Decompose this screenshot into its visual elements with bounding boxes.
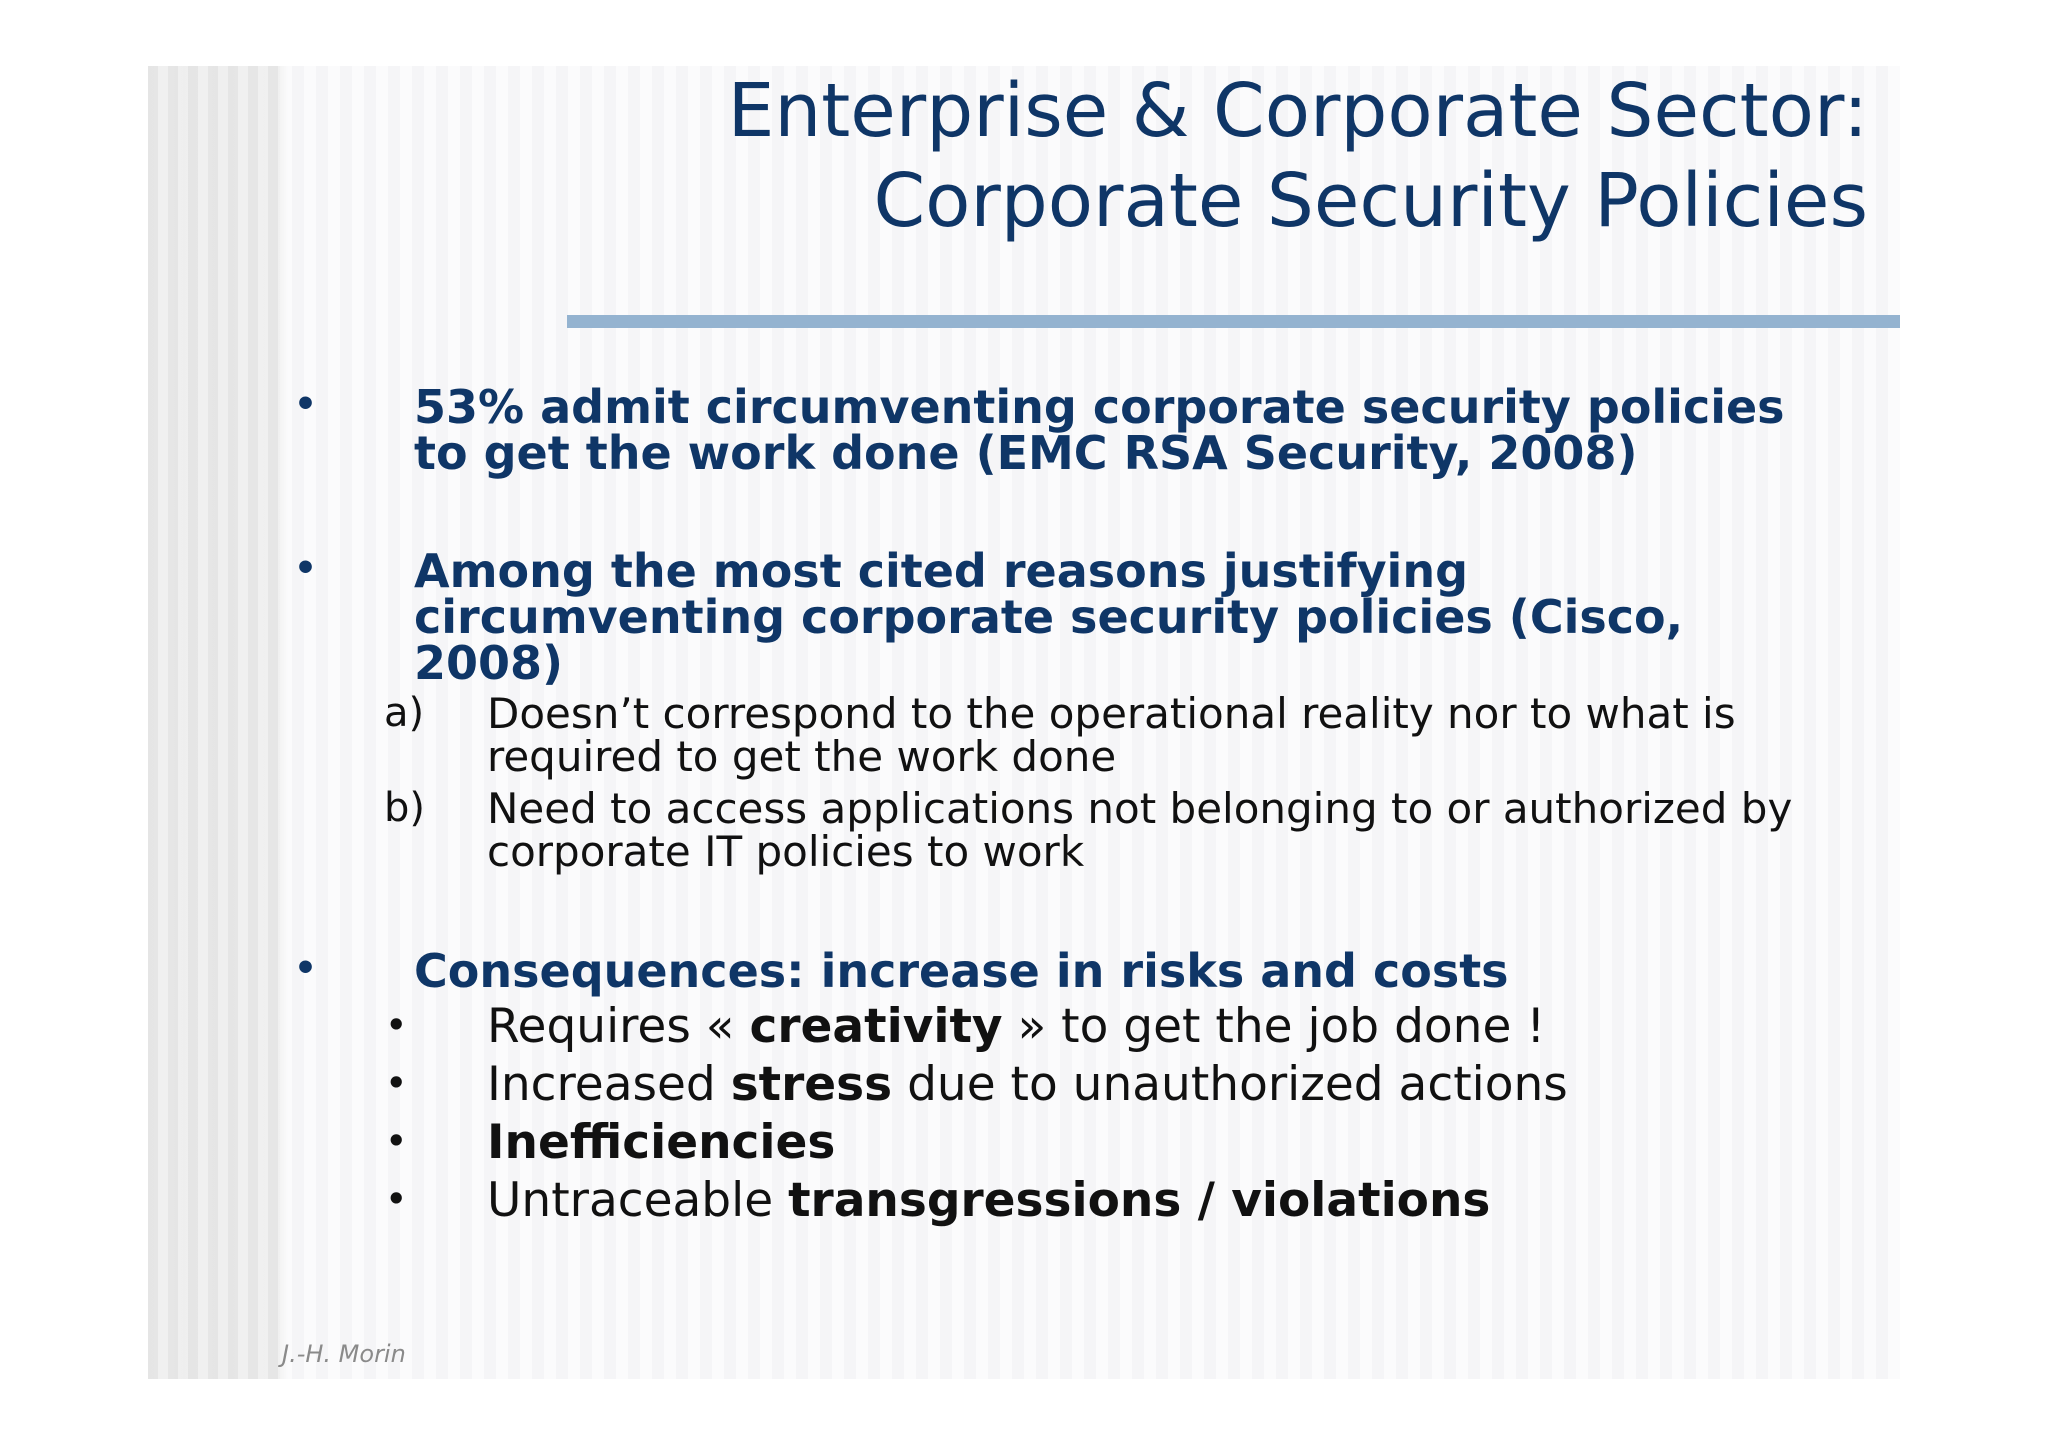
sub-item-a-line-1: Doesn’t correspond to the operational reality nor to what is bbox=[487, 689, 1736, 738]
title-line-2: Corporate Security Policies bbox=[873, 158, 1868, 244]
bullet-2-line-1: Among the most cited reasons justifying bbox=[414, 544, 1469, 598]
sub-item-b-line-2: corporate IT policies to work bbox=[487, 827, 1085, 876]
consequence-3-text bbox=[487, 1114, 835, 1172]
consequence-4-text bbox=[487, 1172, 1490, 1230]
consequence-4-marker: • bbox=[386, 1180, 407, 1218]
bullet-3-line-1: Consequences: increase in risks and costs bbox=[414, 944, 1509, 998]
sub-item-a-text bbox=[487, 689, 1736, 781]
bullet-2-line-2: circumventing corporate security policies (Cisco, bbox=[414, 590, 1684, 644]
sub-item-b-line-1: Need to access applications not belonging to or authorized by bbox=[487, 784, 1793, 833]
bullet-2-line-3: 2008) bbox=[414, 636, 564, 690]
consequence-4-bold: transgressions / violations bbox=[788, 1173, 1491, 1228]
bullet-2-text bbox=[414, 544, 1874, 690]
consequence-4-pre: Untraceable bbox=[487, 1173, 789, 1228]
consequence-2-bold: stress bbox=[730, 1057, 893, 1112]
consequence-2-pre: Increased bbox=[487, 1057, 731, 1112]
sub-item-a-marker: a) bbox=[384, 690, 425, 736]
bullet-2-marker: • bbox=[294, 548, 318, 589]
bullet-3-text bbox=[414, 944, 1874, 998]
consequence-1-bold: creativity bbox=[749, 999, 1003, 1054]
consequence-1-pre: Requires « bbox=[487, 999, 750, 1054]
bullet-3-marker: • bbox=[294, 948, 318, 989]
bullet-1-line-1: 53% admit circumventing corporate security policies bbox=[414, 380, 1785, 434]
sub-item-b-text bbox=[487, 784, 1793, 876]
consequence-3-bold: Inefficiencies bbox=[487, 1115, 836, 1170]
sub-item-b-marker: b) bbox=[384, 785, 425, 831]
sub-item-a-line-2: required to get the work done bbox=[487, 732, 1117, 781]
consequence-1-text bbox=[487, 998, 1545, 1056]
slide bbox=[148, 66, 1900, 1379]
bullet-1-line-2: to get the work done (EMC RSA Security, 2008) bbox=[414, 426, 1638, 480]
consequence-2-text bbox=[487, 1056, 1568, 1114]
title-line-1: Enterprise & Corporate Sector: bbox=[727, 68, 1868, 154]
consequence-2-marker: • bbox=[386, 1064, 407, 1102]
author-footer: J.-H. Morin bbox=[282, 1340, 406, 1368]
consequence-1-marker: • bbox=[386, 1006, 407, 1044]
consequence-1-post: » to get the job done ! bbox=[1002, 999, 1546, 1054]
bullet-1-text bbox=[414, 380, 1874, 480]
consequence-2-post: due to unauthorized actions bbox=[892, 1057, 1568, 1112]
slide-body bbox=[148, 66, 1900, 1379]
consequence-3-marker: • bbox=[386, 1122, 407, 1160]
bullet-1-marker: • bbox=[294, 384, 318, 425]
